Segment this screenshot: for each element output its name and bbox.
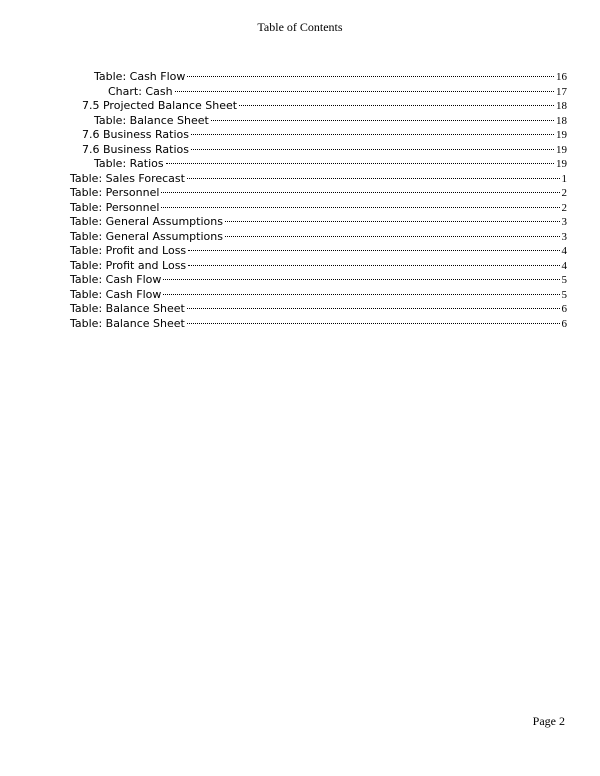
toc-entry[interactable] bbox=[70, 273, 567, 288]
toc-entry-page: 19 bbox=[556, 129, 567, 141]
toc-dot-leader bbox=[166, 163, 554, 164]
toc-entry-title: Table: General Assumptions bbox=[70, 215, 223, 228]
toc-entry-page: 1 bbox=[561, 172, 567, 185]
toc-entry-page: 19 bbox=[556, 143, 567, 156]
toc-entry-title: Table: Balance Sheet bbox=[70, 302, 185, 315]
toc-entry-page: 5 bbox=[561, 288, 567, 301]
toc-entry-page: 3 bbox=[561, 216, 567, 228]
toc-entry-title: 7.6 Business Ratios bbox=[82, 128, 189, 141]
toc-entry-title: Table: Cash Flow bbox=[94, 70, 186, 83]
toc-dot-leader bbox=[187, 323, 560, 324]
toc-dot-leader bbox=[161, 207, 559, 208]
toc-entry-title: Table: Profit and Loss bbox=[70, 258, 187, 272]
toc-entry-title: Chart: Cash bbox=[108, 84, 173, 98]
toc-entry[interactable] bbox=[70, 186, 567, 201]
toc-dot-leader bbox=[211, 120, 554, 121]
toc-entry[interactable] bbox=[70, 288, 567, 303]
toc-entry[interactable] bbox=[70, 215, 567, 230]
toc-entry[interactable] bbox=[70, 157, 567, 172]
table-of-contents bbox=[70, 70, 567, 331]
page-header-title: Table of Contents bbox=[257, 20, 343, 34]
toc-entry[interactable] bbox=[70, 172, 567, 187]
toc-entry-page: 18 bbox=[556, 114, 567, 127]
toc-dot-leader bbox=[187, 308, 560, 309]
toc-entry[interactable] bbox=[70, 85, 567, 100]
toc-entry[interactable] bbox=[70, 201, 567, 216]
toc-entry-page: 4 bbox=[561, 259, 567, 272]
toc-entry-page: 17 bbox=[556, 85, 567, 98]
toc-dot-leader bbox=[239, 105, 554, 106]
toc-entry-page: 5 bbox=[561, 274, 567, 286]
toc-dot-leader bbox=[225, 236, 560, 237]
toc-dot-leader bbox=[187, 178, 560, 179]
toc-dot-leader bbox=[175, 91, 554, 92]
toc-entry-title: Table: Cash Flow bbox=[70, 273, 162, 286]
toc-entry[interactable] bbox=[70, 143, 567, 158]
toc-entry-title: Table: Balance Sheet bbox=[94, 113, 209, 127]
toc-entry-title: Table: Personnel bbox=[70, 200, 160, 214]
toc-entry-page: 18 bbox=[556, 100, 567, 112]
toc-entry-title: Table: Profit and Loss bbox=[70, 244, 187, 257]
toc-entry-title: Table: Ratios bbox=[94, 157, 164, 170]
toc-entry-title: Table: Personnel bbox=[70, 186, 160, 199]
toc-entry-page: 2 bbox=[561, 187, 567, 199]
toc-dot-leader bbox=[163, 279, 559, 280]
toc-entry-page: 16 bbox=[556, 71, 567, 83]
toc-entry[interactable] bbox=[70, 70, 567, 85]
toc-entry-page: 19 bbox=[556, 158, 567, 170]
toc-entry[interactable] bbox=[70, 114, 567, 129]
toc-dot-leader bbox=[225, 221, 560, 222]
toc-entry-page: 2 bbox=[561, 201, 567, 214]
toc-entry[interactable] bbox=[70, 302, 567, 317]
toc-entry-title: Table: Sales Forecast bbox=[70, 171, 185, 185]
toc-entry[interactable] bbox=[70, 99, 567, 114]
toc-entry-title: 7.6 Business Ratios bbox=[82, 142, 189, 156]
toc-dot-leader bbox=[191, 149, 554, 150]
toc-entry-page: 6 bbox=[561, 303, 567, 315]
toc-entry-title: 7.5 Projected Balance Sheet bbox=[82, 99, 238, 112]
toc-entry-page: 3 bbox=[561, 230, 567, 243]
toc-entry-page: 4 bbox=[561, 245, 567, 257]
toc-dot-leader bbox=[187, 76, 554, 77]
toc-entry-title: Table: Cash Flow bbox=[70, 287, 162, 301]
page-number-footer: Page 2 bbox=[532, 714, 565, 728]
toc-entry[interactable] bbox=[70, 128, 567, 143]
toc-dot-leader bbox=[161, 192, 559, 193]
toc-dot-leader bbox=[191, 134, 554, 135]
toc-entry-title: Table: Balance Sheet bbox=[70, 316, 185, 330]
toc-entry[interactable] bbox=[70, 259, 567, 274]
toc-dot-leader bbox=[188, 250, 559, 251]
toc-entry[interactable] bbox=[70, 317, 567, 332]
toc-dot-leader bbox=[188, 265, 559, 266]
toc-entry[interactable] bbox=[70, 244, 567, 259]
toc-entry-title: Table: General Assumptions bbox=[70, 229, 223, 243]
toc-entry-page: 6 bbox=[561, 317, 567, 330]
toc-entry[interactable] bbox=[70, 230, 567, 245]
toc-dot-leader bbox=[163, 294, 559, 295]
